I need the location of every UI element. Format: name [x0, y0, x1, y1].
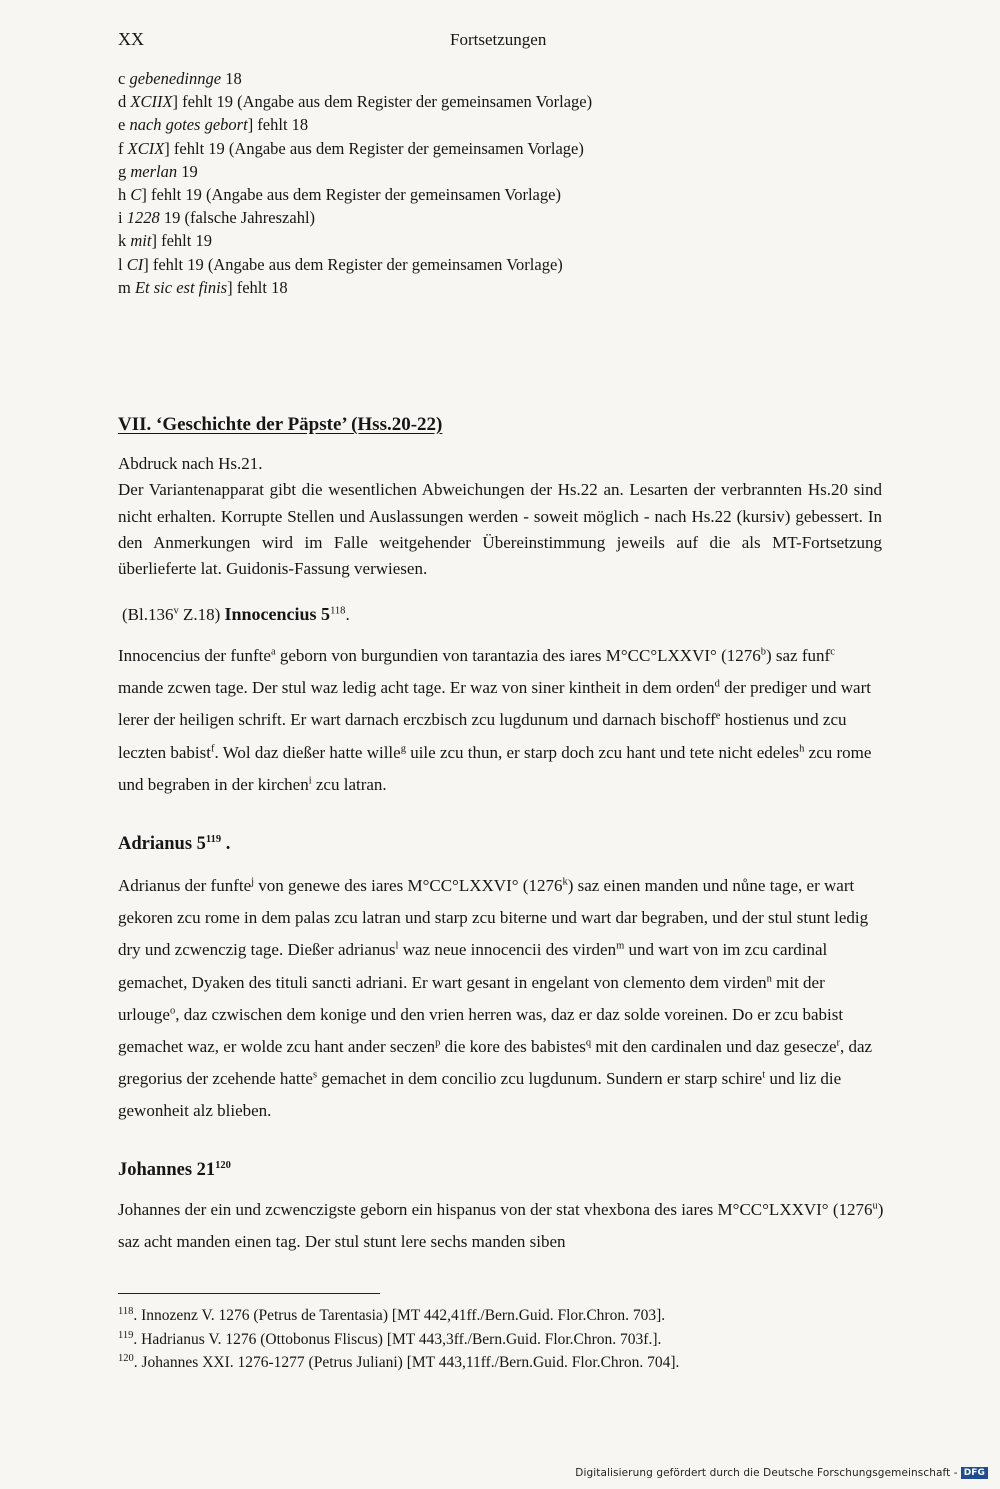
intro-source-line: Abdruck nach Hs.21. — [118, 454, 263, 473]
adrianus-text: Adrianus der funfte$^j$ von genewe des iares M°CC°LXXVI° (1276$^k$) saz einen manden und nůne tage, er wart gekoren zcu rome in dem palas zcu latran und starp zcu biterne und wart dar begraben, und der stul stunt ledig dry und zcwenczig tage. Dießer adrianus$^l$ waz neue innocencii des virden$^m$ und wart von im zcu cardinal gemachet, Dyaken des tituli sancti adriani. Er wart gesant in engelant von clemento dem virden$^n$ mit der urlouge$^o$, daz czwischen dem konige und den vrien herren was, daz er daz solde voreinen. Do er zcu babist gemachet waz, er wolde zcu hant ander seczen$^p$ die kore des babistes$^q$ mit den cardinalen und daz gesecze$^r$, daz gregorius der zcehende hatte$^s$ gemachet in dem concilio zcu lugdunum. Sundern er starp schire$^t$ und liz die gewonheit alz blieben. — [118, 876, 873, 1121]
innocencius-text: Innocencius der funfte$^a$ geborn von burgundien von tarantazia des iares M°CC°LXXVI° (1276$^b$) saz funf$^c$ mande zcwen tage. Der stul waz ledig acht tage. Er waz von siner kintheit in dem orden$^d$ der prediger und wart lerer der heiligen schrift. Er wart darnach erczbisch zcu lugdunum und darnach bischoff$^e$ hostienus und zcu leczten babist$^f$. Wol daz dießer hatte wille$^g$ uile zcu thun, er starp doch zcu hant und tete nicht edeles$^h$ zcu rome und begraben in der kirchen$^i$ zcu latran. — [118, 646, 872, 794]
variant-entry: f XCIX] fehlt 19 (Angabe aus dem Register der gemeinsamen Vorlage) — [118, 138, 584, 158]
adrianus-heading: Adrianus $5^{119}$ . — [118, 833, 231, 854]
page-number: XX — [118, 29, 144, 49]
footnote: $^{119}$. Hadrianus V. 1276 (Ottobonus Fliscus) [MT 443,3ff./Bern.Guid. Flor.Chron. 703f.]. — [118, 1329, 662, 1348]
section-heading: VII. ‘Geschichte der Päpste’ (Hss.20-22) — [118, 414, 443, 435]
intro-paragraph: Der Variantenapparat gibt die wesentlichen Abweichungen der Hs.22 an. Lesarten der verbrannten Hs.20 sind nicht erhalten. Korrupte Stellen und Auslassungen werden - soweit möglich - nach Hs.22 (kursiv) gebessert. In den Anmerkungen wird im Falle weitgehender Übereinstimmung jeweils auf die als MT-Fortsetzung überlieferte lat. Guidonis-Fassung verwiesen. — [118, 480, 882, 579]
footnotes — [118, 1304, 888, 1375]
variant-entry: h C] fehlt 19 (Angabe aus dem Register der gemeinsamen Vorlage) — [118, 185, 561, 205]
footnote: $^{120}$. Johannes XXI. 1276-1277 (Petrus Juliani) [MT 443,11ff./Bern.Guid. Flor.Chron. 704]. — [118, 1352, 680, 1371]
folio-reference: (Bl.136$^v$ Z.18) Innocencius $5^{118}$. — [122, 604, 350, 624]
running-title: Fortsetzungen — [450, 30, 547, 49]
variant-entry: e nach gotes gebort] fehlt 18 — [118, 115, 309, 135]
section-intro — [118, 451, 882, 582]
variant-entry: g merlan 19 — [118, 161, 198, 181]
variant-entry: c gebenedinnge 18 — [118, 69, 242, 88]
johannes-heading: Johannes $21^{120}$ — [118, 1159, 231, 1180]
variant-entry: i 1228 19 (falsche Jahreszahl) — [118, 208, 316, 228]
johannes-text: Johannes der ein und zcwenczigste geborn ein hispanus von der stat vhexbona des iares M°CC°LXXVI° (1276$^u$) saz acht manden einen tag. Der stul stunt lere sechs manden siben — [118, 1200, 884, 1252]
variant-entry: d XCIIX] fehlt 19 (Angabe aus dem Register der gemeinsamen Vorlage) — [118, 92, 593, 112]
footnote: $^{118}$. Innozenz V. 1276 (Petrus de Tarentasia) [MT 442,41ff./Bern.Guid. Flor.Chron. 703]. — [118, 1305, 666, 1324]
dfg-logo-icon: DFG — [961, 1467, 988, 1479]
variant-entry: k mit] fehlt 19 — [118, 231, 212, 251]
digitization-credit: Digitalisierung gefördert durch die Deutsche Forschungsgemeinschaft - DFG — [575, 1467, 988, 1479]
page-header — [118, 29, 882, 57]
footnote-divider — [118, 1293, 380, 1294]
variant-apparatus — [118, 67, 882, 299]
variant-entry: m Et sic est finis] fehlt 18 — [118, 277, 288, 297]
variant-entry: l CI] fehlt 19 (Angabe aus dem Register der gemeinsamen Vorlage) — [118, 254, 563, 274]
